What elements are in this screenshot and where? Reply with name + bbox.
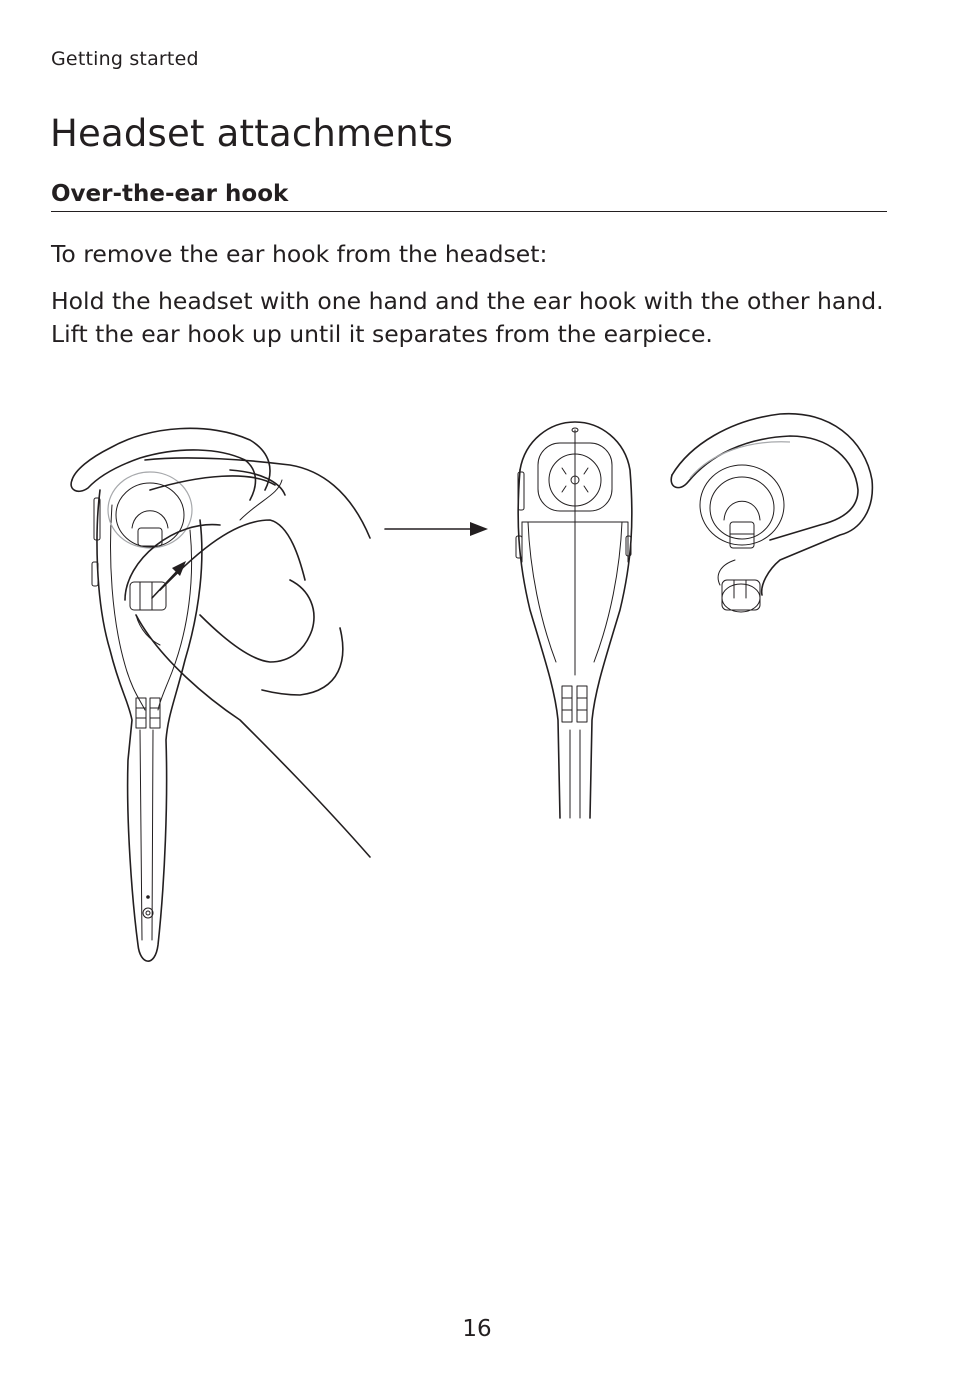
ear-hook-removal-illustration — [40, 395, 900, 985]
section-label: Getting started — [51, 48, 199, 70]
instruction-intro: To remove the ear hook from the headset: — [51, 240, 548, 268]
page-number: 16 — [462, 1316, 492, 1342]
direction-arrow — [385, 522, 488, 536]
headset-without-hook-drawing — [516, 422, 632, 818]
page-title: Headset attachments — [50, 112, 454, 155]
instruction-step: Hold the headset with one hand and the ear hook with the other hand. Lift the ear hook up until it separates from the earpiece. — [51, 287, 884, 348]
section-subheading: Over-the-ear hook — [51, 181, 887, 212]
headset-with-hand-drawing — [71, 428, 370, 961]
detached-ear-hook-drawing — [671, 414, 872, 612]
